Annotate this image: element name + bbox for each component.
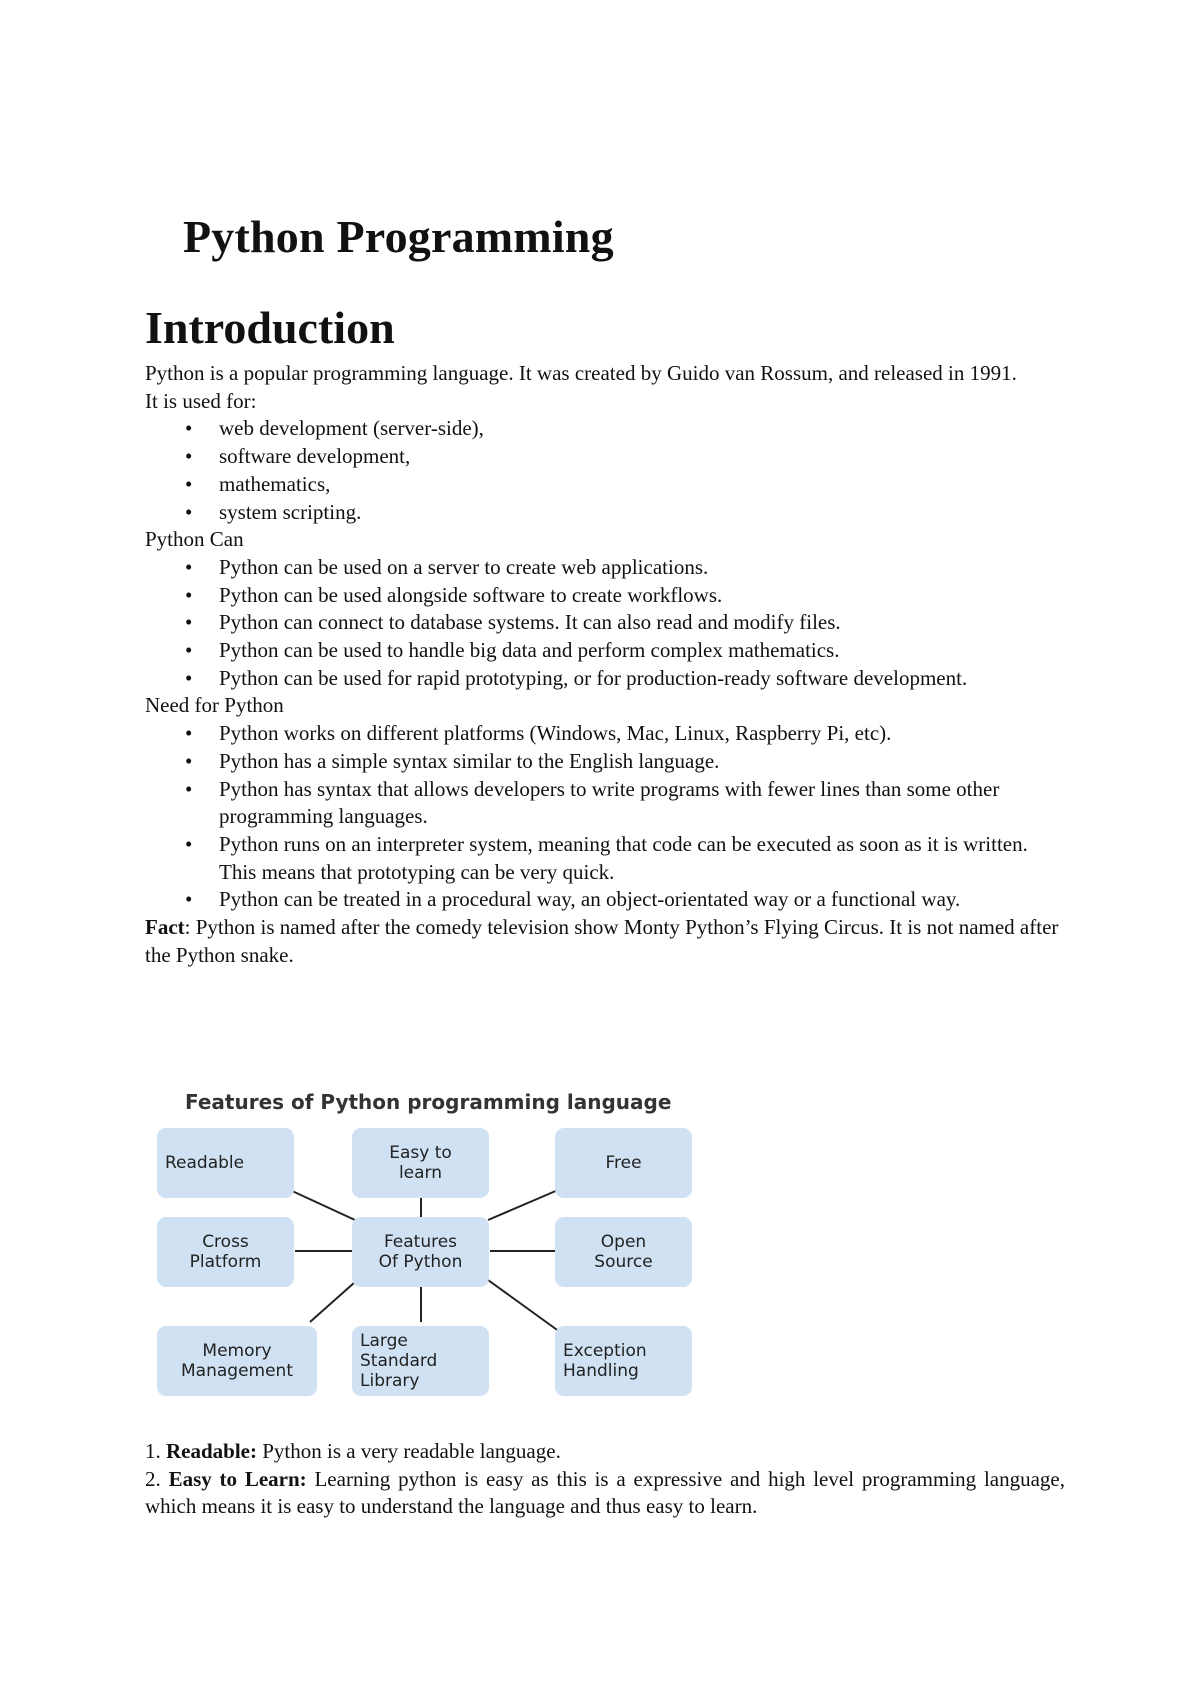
list-item: • Python can be used on a server to create web applications. — [145, 554, 1065, 582]
list-item: • Python has a simple syntax similar to the English language. — [145, 748, 1065, 776]
python-can-list — [145, 554, 1065, 693]
feature-text: Python is a very readable language. — [257, 1439, 561, 1463]
used-for-label: It is used for: — [145, 388, 257, 413]
node-easy-to-learn: Easy to learn — [352, 1128, 489, 1198]
list-item: • Python can be treated in a procedural way, an object-orientated way or a functional way. — [145, 886, 1065, 914]
connector-line — [310, 1282, 355, 1322]
list-item: • Python runs on an interpreter system, meaning that code can be executed as soon as it is written. This means that prototyping can be very quick. — [145, 831, 1065, 886]
node-center-features: Features Of Python — [352, 1217, 489, 1287]
python-can-label: Python Can — [145, 527, 244, 552]
feature-name: Readable: — [166, 1439, 257, 1463]
need-for-python-list — [145, 720, 1065, 914]
connector-line — [488, 1190, 558, 1220]
node-open-source: Open Source — [555, 1217, 692, 1287]
list-item: • system scripting. — [145, 499, 1065, 527]
need-for-python-label: Need for Python — [145, 693, 284, 718]
list-item: • Python can connect to database systems. It can also read and modify files. — [145, 609, 1065, 637]
list-item: • mathematics, — [145, 471, 1065, 499]
node-exception-handling: Exception Handling — [555, 1326, 692, 1396]
used-for-list — [145, 415, 1065, 526]
diagram-title: Features of Python programming language — [185, 1090, 672, 1114]
list-item: • Python has syntax that allows developers to write programs with fewer lines than some other programming languages. — [145, 776, 1065, 831]
intro-paragraph: Python is a popular programming language. It was created by Guido van Rossum, and released in 1991. — [145, 361, 1017, 385]
fact-text: : Python is named after the comedy television show Monty Python’s Flying Circus. It is not named after the Python snake. — [145, 915, 1059, 967]
features-diagram — [150, 1080, 710, 1420]
feature-number: 1. — [145, 1439, 161, 1463]
feature-text: Learning python is easy as this is a expressive and high level programming language, which means it is easy to understand the language and thus easy to learn. — [145, 1466, 1066, 1519]
fact-label: Fact — [145, 915, 185, 940]
feature-item-easy-to-learn — [145, 1466, 1065, 1521]
list-item: • Python can be used to handle big data and perform complex mathematics. — [145, 637, 1065, 665]
list-item: • web development (server-side), — [145, 415, 1065, 443]
node-cross-platform: Cross Platform — [157, 1217, 294, 1287]
list-item: • software development, — [145, 443, 1065, 471]
features-description — [145, 1438, 1065, 1521]
feature-name: Easy to Learn: — [168, 1466, 307, 1491]
introduction-heading: Introduction — [145, 302, 395, 353]
connector-line — [488, 1280, 560, 1332]
node-readable: Readable — [157, 1128, 294, 1198]
feature-number: 2. — [145, 1466, 161, 1491]
feature-item-readable — [145, 1438, 1065, 1466]
list-item: • Python can be used for rapid prototyping, or for production-ready software development. — [145, 665, 1065, 693]
node-free: Free — [555, 1128, 692, 1198]
main-content — [145, 300, 1065, 969]
node-large-standard-library: Large Standard Library — [352, 1326, 489, 1396]
node-memory-management: Memory Management — [157, 1326, 317, 1396]
fact-paragraph — [145, 914, 1065, 969]
connector-line — [290, 1190, 355, 1220]
list-item: • Python can be used alongside software to create workflows. — [145, 582, 1065, 610]
list-item: • Python works on different platforms (Windows, Mac, Linux, Raspberry Pi, etc). — [145, 720, 1065, 748]
document-title: Python Programming — [183, 211, 614, 262]
